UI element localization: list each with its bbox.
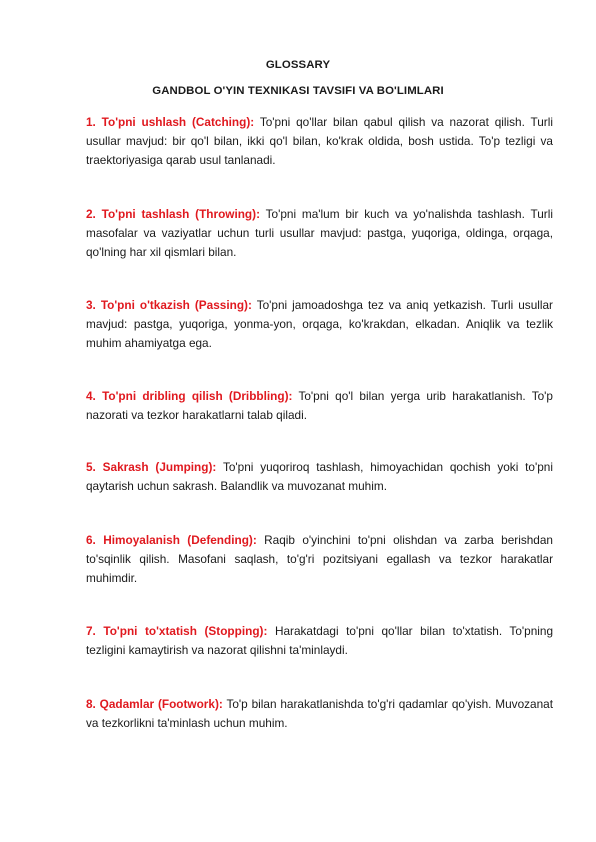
document-subtitle: GANDBOL O'YIN TEXNIKASI TAVSIFI VA BO'LIMLARI <box>152 85 444 97</box>
glossary-term: 2. To'pni tashlash (Throwing): <box>86 207 261 221</box>
glossary-term: 3. To'pni o'tkazish (Passing): <box>86 298 252 312</box>
glossary-definition: To'pni yuqoriroq tashlash, himoyachidan qochish yoki to'pni qaytarish uchun sakrash. Balandlik va muvozanat muhim. <box>86 460 553 493</box>
glossary-entry-defending <box>86 531 553 588</box>
glossary-term: 8. Qadamlar (Footwork): <box>86 697 223 711</box>
glossary-definition: Harakatdagi to'pni qo'llar bilan to'xtatish. To'pning tezligini kamaytirish va nazorat qilishni ta'minlaydi. <box>86 624 554 657</box>
glossary-definition: To'pni jamoadoshga tez va aniq yetkazish. Turli usullar mavjud: pastga, yuqoriga, yonma-yon, orqaga, ko'krakdan, elkadan. Aniqlik va tezlik muhim ahamiyatga ega. <box>86 298 553 350</box>
glossary-entry-dribbling <box>86 387 553 425</box>
glossary-term: 5. Sakrash (Jumping): <box>86 460 217 474</box>
glossary-entry-footwork <box>86 695 553 733</box>
glossary-definition: To'p bilan harakatlanishda to'g'ri qadamlar qo'yish. Muvozanat va tezkorlikni ta'minlash uchun muhim. <box>86 697 553 730</box>
glossary-term: 7. To'pni to'xtatish (Stopping): <box>86 624 268 638</box>
glossary-term: 1. To'pni ushlash (Catching): <box>86 115 255 129</box>
glossary-definition: To'pni qo'llar bilan qabul qilish va nazorat qilish. Turli usullar mavjud: bir qo'l bilan, ikki qo'l bilan, ko'krak oldida, bosh ustida. To'p tezligi va traektoriyasiga qarab usul tanlanadi. <box>86 115 553 167</box>
glossary-term: 6. Himoyalanish (Defending): <box>86 533 257 547</box>
glossary-term: 4. To'pni dribling qilish (Dribbling): <box>86 389 293 403</box>
glossary-definition: To'pni qo'l bilan yerga urib harakatlanish. To'p nazorati va tezkor harakatlarni talab qiladi. <box>86 389 553 422</box>
glossary-entry-stopping <box>86 622 553 660</box>
document-title: GLOSSARY <box>265 59 331 71</box>
glossary-entry-catching <box>86 113 553 170</box>
glossary-entry-jumping <box>86 458 553 496</box>
glossary-definition: Raqib o'yinchini to'pni olishdan va zarba berishdan to'sqinlik qilish. Masofani saqlash, to'g'ri pozitsiyani egallash va tezkor harakatlar muhimdir. <box>86 533 553 585</box>
glossary-entry-passing <box>86 296 553 353</box>
glossary-definition: To'pni ma'lum bir kuch va yo'nalishda tashlash. Turli masofalar va vaziyatlar uchun turli usullar mavjud: pastga, yuqoriga, oldinga, orqaga, qo'lning har xil qismlari bilan. <box>86 207 553 259</box>
glossary-entry-throwing <box>86 205 553 262</box>
